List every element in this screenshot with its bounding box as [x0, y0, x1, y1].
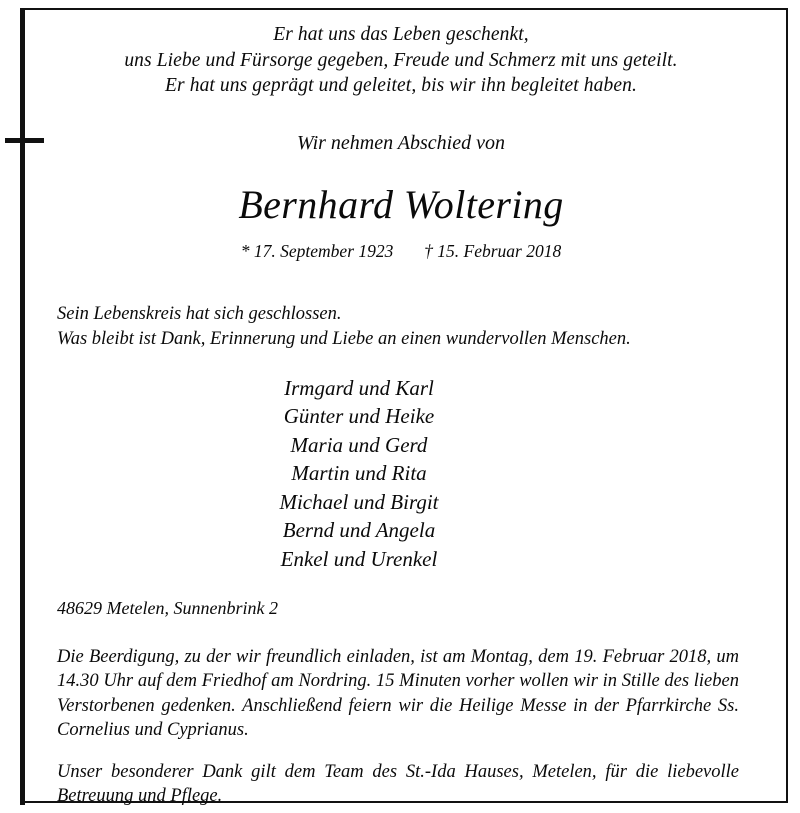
farewell-line: Wir nehmen Abschied von — [297, 131, 505, 154]
list-item: Enkel und Urenkel — [280, 547, 438, 572]
list-item: Günter und Heike — [283, 404, 435, 429]
list-item: Michael und Birgit — [279, 489, 439, 514]
epitaph — [57, 262, 757, 352]
verse-line-3: Er hat uns geprägt und geleitet, bis wir ihn begleitet haben. — [165, 75, 637, 96]
list-item: Irmgard und Karl — [284, 375, 434, 400]
life-dates — [57, 228, 757, 262]
deceased-name: Bernhard Woltering — [238, 181, 564, 227]
death-symbol: † — [424, 240, 433, 261]
list-item: Martin und Rita — [291, 461, 427, 486]
birth-symbol: * — [240, 240, 250, 261]
list-item: Maria und Gerd — [290, 432, 428, 457]
verse-line-1: Er hat uns das Leben geschenkt, — [273, 24, 529, 45]
birth-date: 17. September 1923 — [253, 240, 394, 261]
epitaph-line-2: Was bleibt ist Dank, Erinnerung und Liebe an einen wundervollen Menschen. — [57, 328, 631, 349]
notice-content — [57, 0, 757, 813]
latin-cross-icon — [5, 138, 44, 143]
thanks-note: Unser besonderer Dank gilt dem Team des St.-Ida Hauses, Metelen, für die liebevolle Betreuung und Pflege. — [57, 761, 739, 807]
epitaph-line-1: Sein Lebenskreis hat sich geschlossen. — [57, 303, 342, 324]
funeral-details: Die Beerdigung, zu der wir freundlich einladen, ist am Montag, dem 19. Februar 2018, um 14.30 Uhr auf dem Friedhof am Nordring. 15 Minuten vorher wollen wir in Stille des lieben Verstorbenen gedenken. Anschließend feiern wir die Heilige Messe in der Pfarrkirche Ss. Cornelius und Cyprianus. — [57, 646, 739, 741]
survivors-list — [57, 352, 757, 574]
cross-vertical-stem — [20, 8, 25, 805]
memorial-verse — [57, 0, 757, 99]
verse-line-2: uns Liebe und Fürsorge gegeben, Freude und Schmerz mit uns geteilt. — [124, 49, 678, 71]
family-address: 48629 Metelen, Sunnenbrink 2 — [57, 597, 278, 618]
list-item: Bernd und Angela — [282, 518, 436, 543]
death-date: 15. Februar 2018 — [437, 240, 562, 261]
